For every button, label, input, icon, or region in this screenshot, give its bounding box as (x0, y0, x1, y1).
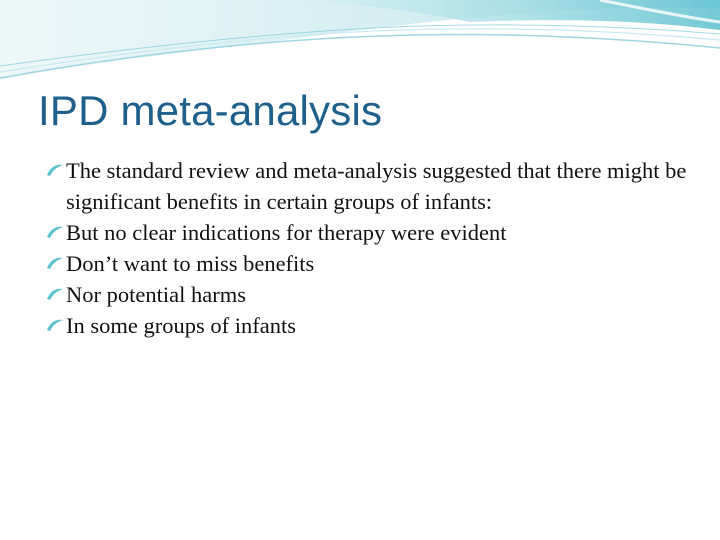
swoosh-icon (46, 256, 64, 270)
bullet-text: Don’t want to miss benefits (66, 251, 315, 277)
slide-title: IPD meta-analysis (38, 87, 383, 134)
list-item (46, 279, 696, 310)
bullet-text: In some groups of infants (66, 313, 296, 339)
list-item (46, 310, 696, 341)
list-item (46, 248, 696, 279)
swoosh-icon (46, 225, 64, 239)
swoosh-icon (46, 163, 64, 177)
list-item (46, 155, 696, 217)
bullet-text: The standard review and meta-analysis suggested that there might be significant benefits in certain groups of infants: (66, 158, 687, 215)
swoosh-icon (46, 318, 64, 332)
bullet-text: Nor potential harms (66, 282, 246, 308)
header-wave-decoration (0, 0, 720, 90)
bullet-text: But no clear indications for therapy were evident (66, 220, 507, 246)
list-item (46, 217, 696, 248)
swoosh-icon (46, 287, 64, 301)
bullet-list (46, 155, 696, 341)
